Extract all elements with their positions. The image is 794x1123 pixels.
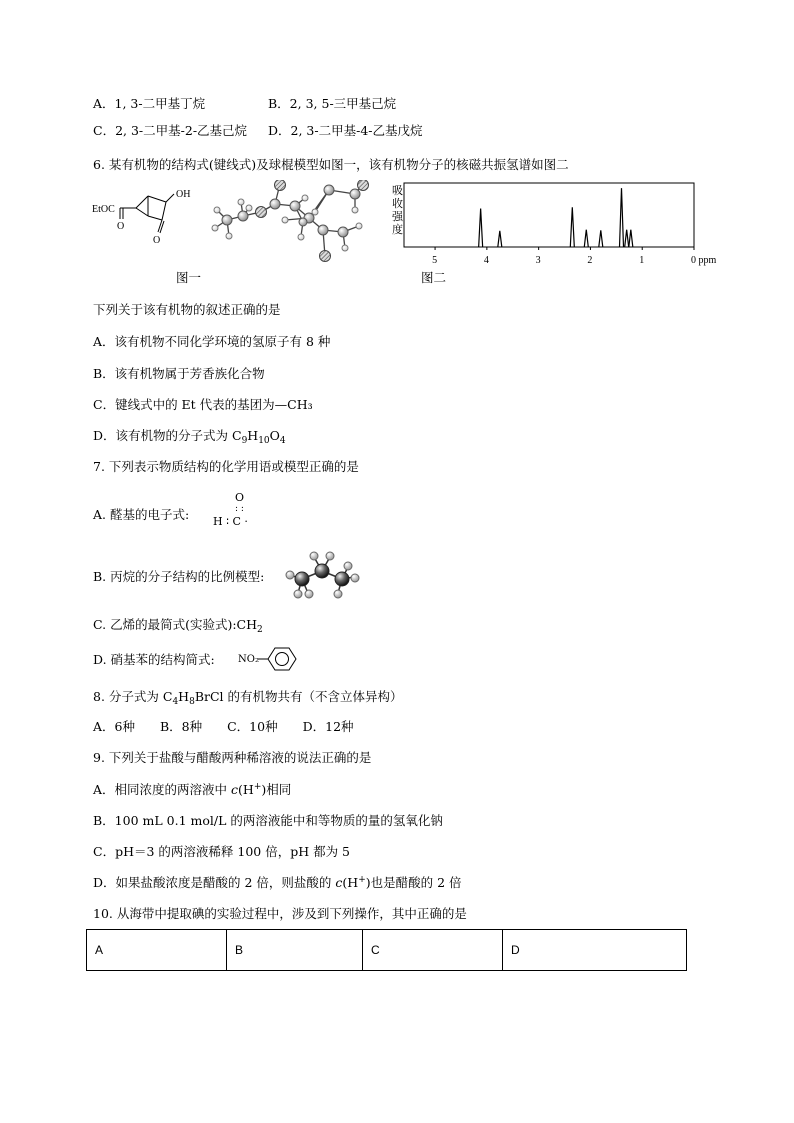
q9-stem: 9. 下列关于盐酸与醋酸两种稀溶液的说法正确的是 xyxy=(93,750,372,765)
q6-option-d: D．该有机物的分子式为 $C_9H_{10}O_4$ xyxy=(93,428,286,446)
q6-option-a: A．该有机物不同化学环境的氢原子有 8 种 xyxy=(93,334,331,349)
q5-option-c: C．2, 3-二甲基-2-乙基己烷 xyxy=(93,123,248,138)
q10-options-table xyxy=(86,929,687,971)
nmr-peak xyxy=(625,230,629,247)
nitro-group-label: NO₂ xyxy=(238,654,259,665)
plot-frame xyxy=(404,183,694,247)
table-cell-d: D xyxy=(503,930,687,971)
q9-option-b: B．100 mL 0.1 mol/L 的两溶液能中和等物质的量的氢氧化钠 xyxy=(93,813,443,828)
nmr-peak xyxy=(570,207,574,247)
q10-stem: 10. 从海带中提取碘的实验过程中，涉及到下列操作，其中正确的是 xyxy=(93,906,467,921)
nmr-peak xyxy=(629,230,633,247)
figure2-caption: 图二 xyxy=(421,270,447,285)
q5-option-b: B．2, 3, 5-三甲基己烷 xyxy=(268,96,397,111)
nmr-peak xyxy=(620,188,624,247)
q9-option-a: A．相同浓度的两溶液中 c(H+)相同 xyxy=(93,782,292,797)
q8-options: A．6种 B．8种 C．10种 D．12种 xyxy=(93,719,354,734)
nmr-spectrum-chart xyxy=(388,180,724,270)
ketone-oxygen-label: O xyxy=(153,235,161,246)
q7-stem: 7. 下列表示物质结构的化学用语或模型正确的是 xyxy=(93,459,359,474)
aldehyde-electron-formula-o: O xyxy=(235,491,245,504)
q7-option-b: B. 丙烷的分子结构的比例模型: xyxy=(93,569,265,584)
x-tick-label: 2 xyxy=(587,255,593,266)
nmr-peak xyxy=(498,231,502,247)
benzene-ring-figure xyxy=(258,646,304,674)
x-tick-label: 0 ppm xyxy=(691,255,717,266)
x-tick-label: 3 xyxy=(535,255,541,266)
ball-stick-model-figure xyxy=(205,180,380,265)
hydroxyl-label: OH xyxy=(176,189,191,200)
y-label-char: 吸 xyxy=(392,185,403,197)
nmr-peak xyxy=(479,209,483,247)
q7-option-d: D. 硝基苯的结构简式: xyxy=(93,652,215,667)
aldehyde-electron-formula-hc: H ∶ C · xyxy=(213,515,248,528)
q5-option-d: D．2, 3-二甲基-4-乙基戊烷 xyxy=(268,123,423,138)
skeletal-formula-figure xyxy=(90,186,200,258)
q6-option-b: B．该有机物属于芳香族化合物 xyxy=(93,366,265,381)
propane-space-filling-model xyxy=(284,549,360,605)
q6-option-c: C．键线式中的 Et 代表的基团为—CH₃ xyxy=(93,397,313,412)
atom xyxy=(222,215,232,225)
ester-group-label: EtOC xyxy=(92,204,115,215)
figure1-caption: 图一 xyxy=(176,270,202,285)
table-cell-a: A xyxy=(87,930,227,971)
y-label-char: 度 xyxy=(392,224,403,236)
y-label-char: 收 xyxy=(392,198,403,210)
x-tick-label: 5 xyxy=(432,255,438,266)
q6-stem: 6. 某有机物的结构式(键线式)及球棍模型如图一，该有机物分子的核磁共振氢谱如图二 xyxy=(93,157,569,172)
nmr-peak xyxy=(599,230,603,247)
q6-question: 下列关于该有机物的叙述正确的是 xyxy=(93,302,281,317)
q8-stem: 8. 分子式为 $C_4H_8BrCl$ 的有机物共有（不含立体异构） xyxy=(93,689,403,707)
table-cell-b: B xyxy=(227,930,363,971)
q5-option-a: A．1, 3-二甲基丁烷 xyxy=(93,96,206,111)
x-tick-label: 1 xyxy=(639,255,645,266)
table-row xyxy=(87,930,687,971)
q9-option-d: D．如果盐酸浓度是醋酸的 2 倍，则盐酸的 c(H+)也是醋酸的 2 倍 xyxy=(93,875,462,890)
y-label-char: 强 xyxy=(392,211,403,223)
table-cell-c: C xyxy=(363,930,503,971)
x-tick-label: 4 xyxy=(483,255,489,266)
q7-option-a: A. 醛基的电子式: xyxy=(93,507,190,522)
nmr-peak xyxy=(584,230,588,247)
q9-option-c: C．pH＝3 的两溶液稀释 100 倍，pH 都为 5 xyxy=(93,844,351,859)
aldehyde-electron-formula-dots: : : xyxy=(235,504,244,514)
q7-option-c: C. 乙烯的最简式(实验式)$:CH_2$ xyxy=(93,617,263,635)
ester-oxygen-label: O xyxy=(117,221,125,232)
